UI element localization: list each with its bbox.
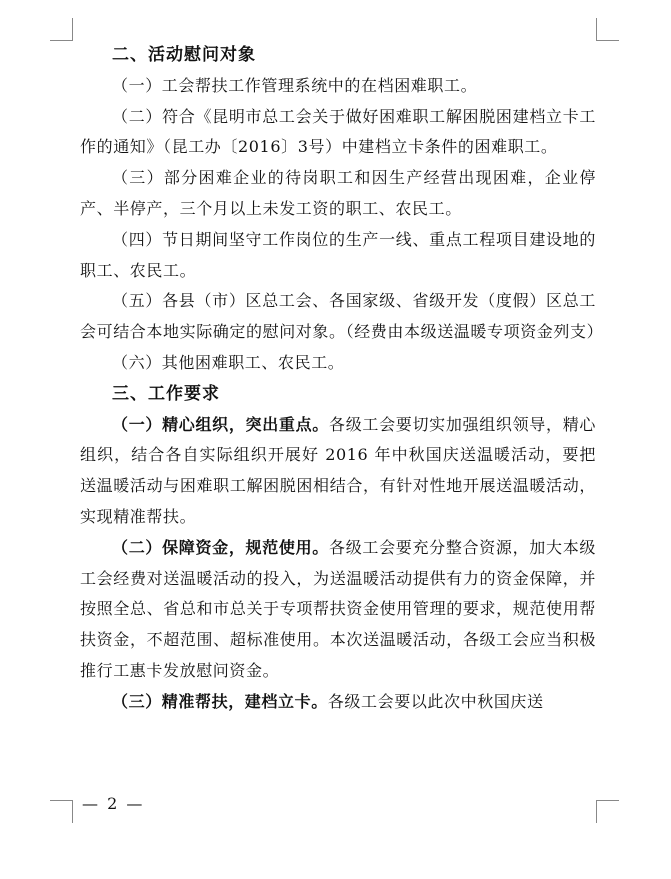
paragraph-text: 各级工会要以此次中秋国庆送	[327, 691, 544, 711]
crop-mark-bottom-right	[596, 800, 619, 823]
paragraph-text: 各级工会要切实加强组织领导，精心组织，结合各自实际组织开展好 2016 年中秋国庆送温暖活动，要把送温暖活动与困难职工解困脱困相结合，有针对性地开展送温暖活动，实现精准帮扶。	[80, 414, 596, 526]
paragraph-lead: （二）保障资金，规范使用。	[112, 537, 329, 557]
section-heading: 三、工作要求	[112, 383, 220, 404]
paragraph: （四）节日期间坚守工作岗位的生产一线、重点工程项目建设地的职工、农民工。	[80, 229, 596, 280]
paragraph: （一）工会帮扶工作管理系统中的在档困难职工。	[112, 75, 478, 95]
paragraph: （二）符合《昆明市总工会关于做好困难职工解困脱困建档立卡工作的通知》（昆工办〔2016〕3号）中建档立卡条件的困难职工。	[80, 106, 596, 157]
paragraph: （六）其他困难职工、农民工。	[112, 352, 345, 372]
crop-mark-bottom-left	[50, 800, 73, 823]
paragraph: （五）各县（市）区总工会、各国家级、省级开发（度假）区总工会可结合本地实际确定的慰问对象。（经费由本级送温暖专项资金列支）	[80, 291, 604, 342]
paragraph: （三）部分困难企业的待岗职工和因生产经营出现困难，企业停产、半停产，三个月以上未发工资的职工、农民工。	[80, 168, 596, 218]
paragraph	[80, 410, 596, 533]
crop-mark-top-right	[596, 18, 619, 41]
paragraph-text: 各级工会要充分整合资源，加大本级工会经费对送温暖活动的投入，为送温暖活动提供有力的资金保障，并按照全总、省总和市总关于专项帮扶资金使用管理的要求，规范使用帮扶资金，不超范围、超标准使用。本次送温暖活动，各级工会应当积极推行工惠卡发放慰问资金。	[80, 537, 596, 680]
document-body	[80, 40, 604, 718]
crop-mark-top-left	[50, 18, 73, 41]
section-heading: 二、活动慰问对象	[112, 45, 256, 65]
paragraph-lead: （一）精心组织，突出重点。	[112, 414, 329, 434]
paragraph	[80, 687, 596, 718]
paragraph	[80, 533, 596, 687]
paragraph-lead: （三）精准帮扶，建档立卡。	[112, 691, 328, 711]
page-number: — 2 —	[82, 794, 145, 813]
